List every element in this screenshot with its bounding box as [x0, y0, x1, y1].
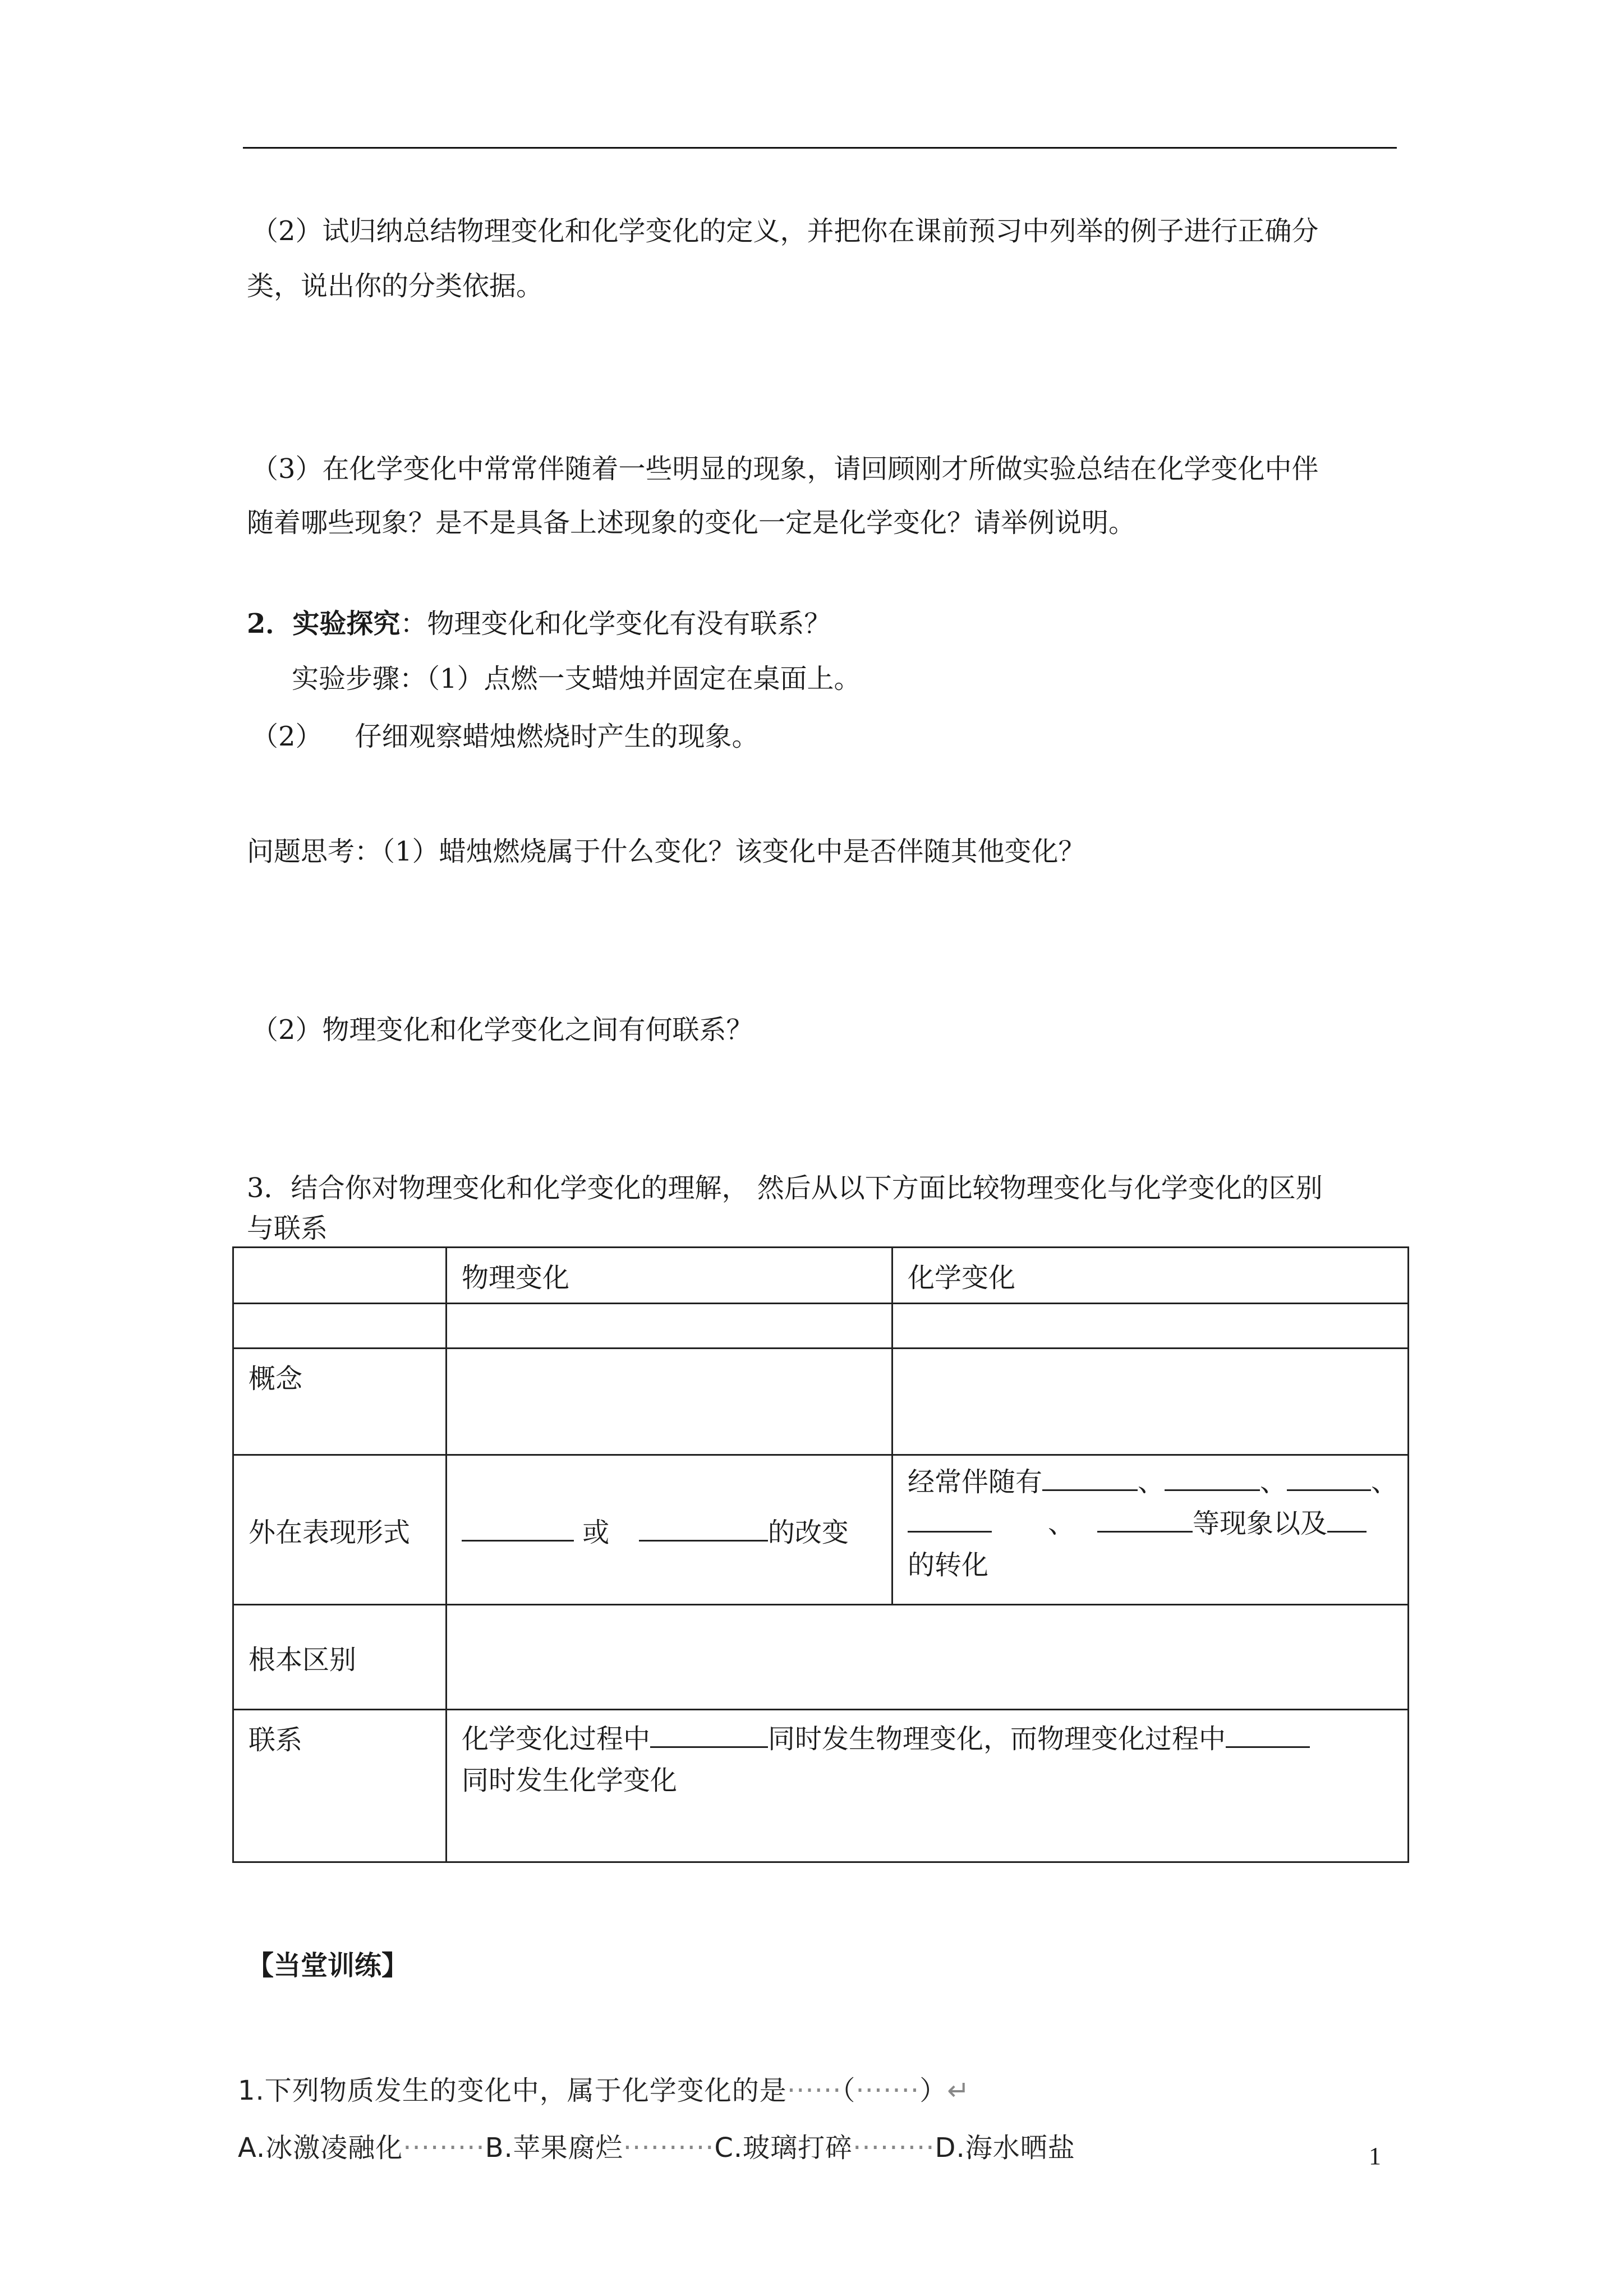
separator: 、 — [1138, 1466, 1165, 1498]
separator: 、 — [1048, 1508, 1075, 1539]
blank-line — [1226, 1722, 1310, 1748]
blank-line — [462, 1515, 574, 1542]
question-1-options — [238, 2126, 1075, 2165]
blank-line — [1097, 1506, 1193, 1533]
experiment-step-1: 实验步骤：（1）点燃一支蜡烛并固定在桌面上。 — [292, 663, 861, 694]
return-mark: ↵ — [947, 2075, 970, 2106]
relation-text-b: 同时发生物理变化，而物理变化过程中 — [768, 1723, 1226, 1755]
blank-line — [1327, 1506, 1367, 1533]
paren-close: ） — [919, 2075, 947, 2106]
form-physical-or: 或 — [582, 1516, 610, 1548]
experiment-number: 2． — [247, 608, 293, 639]
table-cell — [892, 1304, 1409, 1349]
form-physical-cell — [447, 1455, 892, 1605]
option-c: C.玻璃打碎 — [714, 2132, 853, 2164]
paragraph-3-line1: （3）在化学变化中常常伴随着一些明显的现象，请回顾刚才所做实验总结在化学变化中伴 — [251, 453, 1319, 485]
separator: 、 — [1260, 1466, 1287, 1498]
leader-dots: ·········· — [623, 2132, 715, 2164]
leader-dots: ········· — [853, 2132, 935, 2164]
question-1-stem: 1.下列物质发生的变化中，属于化学变化的是 — [238, 2075, 787, 2106]
table-header-empty — [233, 1248, 447, 1304]
header-rule — [243, 147, 1397, 149]
table-cell — [892, 1349, 1409, 1455]
paragraph-3-line2: 随着哪些现象？是不是具备上述现象的变化一定是化学变化？请举例说明。 — [247, 507, 1136, 539]
table-cell — [233, 1304, 447, 1349]
table-header-chemical: 化学变化 — [892, 1248, 1409, 1304]
table-row — [233, 1304, 1409, 1349]
table-row — [233, 1710, 1409, 1862]
table-header-physical: 物理变化 — [447, 1248, 892, 1304]
table-cell — [447, 1605, 1409, 1710]
table-cell — [447, 1304, 892, 1349]
form-physical-tail: 的改变 — [767, 1516, 849, 1548]
leader-dots: ······· — [855, 2075, 920, 2106]
option-d: D.海水晒盐 — [935, 2132, 1075, 2164]
relation-cell — [447, 1710, 1409, 1862]
form-chem-tail: 等现象以及 — [1193, 1508, 1328, 1539]
experiment-question: ：物理变化和化学变化有没有联系？ — [400, 608, 831, 639]
section-3-intro-line2: 与联系 — [247, 1213, 328, 1244]
blank-line — [908, 1506, 992, 1533]
page-number: 1 — [1369, 2142, 1381, 2170]
paragraph-2-line2: 类，说出你的分类依据。 — [247, 270, 544, 302]
comparison-table — [232, 1246, 1409, 1863]
blank-line — [1287, 1465, 1371, 1491]
leader-dots: ······ — [786, 2075, 842, 2106]
section-3-intro-line1: 3．结合你对物理变化和化学变化的理解， 然后从以下方面比较物理变化与化学变化的区别 — [247, 1172, 1323, 1204]
table-row — [233, 1455, 1409, 1605]
row-label-relation: 联系 — [233, 1710, 447, 1862]
step-2-number: （2） — [251, 721, 323, 752]
table-row — [233, 1605, 1409, 1710]
table-row — [233, 1248, 1409, 1304]
option-a: A.冰激凌融化 — [238, 2132, 403, 2164]
experiment-heading — [247, 607, 831, 641]
training-heading: 【当堂训练】 — [247, 1950, 409, 1981]
blank-line — [650, 1722, 768, 1748]
table-row — [233, 1349, 1409, 1455]
row-label-concept: 概念 — [233, 1349, 447, 1455]
experiment-title: 实验探究 — [292, 608, 401, 639]
row-label-basic-difference: 根本区别 — [233, 1605, 447, 1710]
question-1-stem-line — [238, 2069, 970, 2108]
relation-line-2: 同时发生化学变化 — [462, 1765, 678, 1796]
separator: 、 — [1371, 1466, 1398, 1498]
form-chem-line-2 — [908, 1503, 1393, 1544]
blank-line — [639, 1515, 768, 1542]
table-cell — [447, 1349, 892, 1455]
leader-dots: ········· — [403, 2132, 485, 2164]
question-think-1: 问题思考：（1）蜡烛燃烧属于什么变化？该变化中是否伴随其他变化？ — [247, 836, 1085, 867]
relation-text-a: 化学变化过程中 — [462, 1723, 651, 1755]
row-label-form: 外在表现形式 — [233, 1455, 447, 1605]
option-b: B.苹果腐烂 — [485, 2132, 623, 2164]
paren-open: （ — [841, 2075, 856, 2106]
form-chem-line-1 — [908, 1461, 1398, 1503]
form-chem-prefix: 经常伴随有 — [908, 1466, 1043, 1498]
paragraph-2-line1: （2）试归纳总结物理变化和化学变化的定义，并把你在课前预习中列举的例子进行正确分 — [251, 215, 1319, 247]
blank-line — [1042, 1465, 1138, 1491]
relation-line-1 — [462, 1718, 1393, 1760]
experiment-step-2 — [251, 720, 759, 753]
question-think-2: （2）物理变化和化学变化之间有何联系？ — [251, 1014, 753, 1046]
form-chemical-cell — [892, 1455, 1409, 1605]
blank-line — [1165, 1465, 1260, 1491]
form-chem-line-3: 的转化 — [908, 1549, 989, 1581]
step-2-text: 仔细观察蜡烛燃烧时产生的现象。 — [355, 721, 759, 752]
